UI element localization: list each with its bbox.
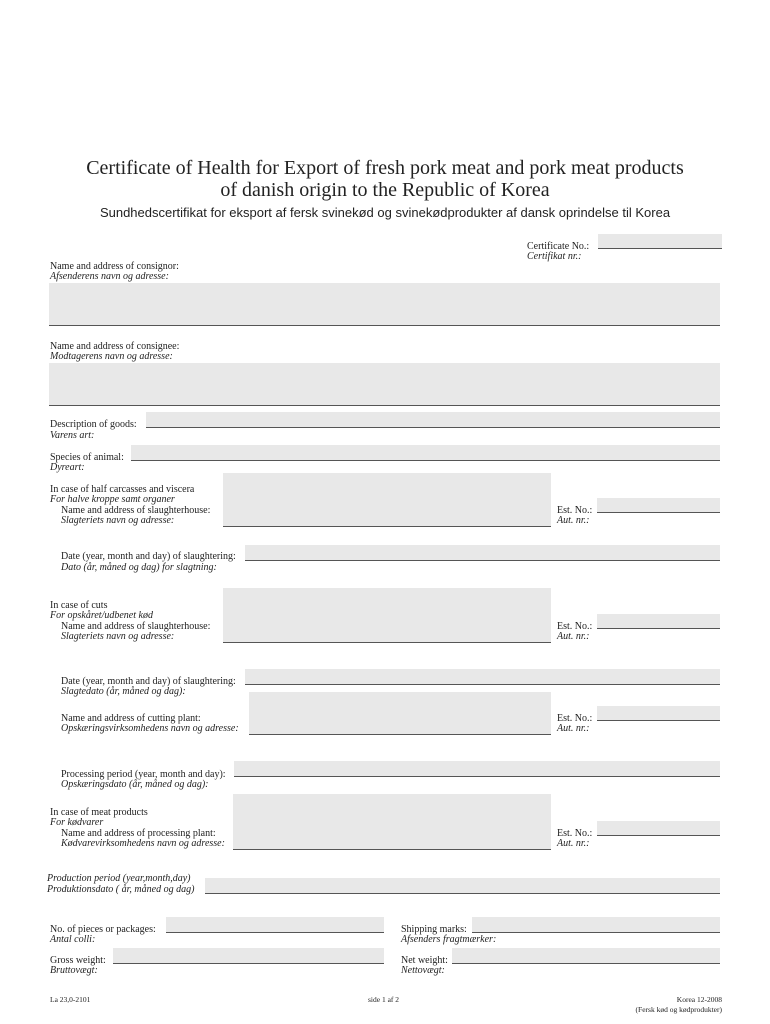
- cuts-slaughterhouse-label: Name and address of slaughterhouse:: [61, 621, 211, 632]
- half-est-no-label: Est. No.:: [557, 505, 593, 516]
- gross-field[interactable]: [113, 948, 384, 964]
- title-line-2: of danish origin to the Republic of Korea: [220, 179, 550, 201]
- cuts-slaughterhouse-label-da: Slagteriets navn og adresse:: [61, 631, 175, 642]
- certificate-no-label-da: Certifikat nr.:: [527, 251, 582, 262]
- goods-field[interactable]: [146, 412, 720, 428]
- cuts-est-no-label: Est. No.:: [557, 621, 593, 632]
- meat-est-no-field[interactable]: [597, 821, 720, 836]
- gross-label: Gross weight:: [50, 955, 106, 966]
- consignee-label: Name and address of consignee:: [50, 341, 180, 352]
- consignee-label-da: Modtagerens navn og adresse:: [50, 351, 173, 362]
- consignee-field[interactable]: [49, 363, 720, 406]
- production-label: Production period (year,month,day): [47, 873, 191, 884]
- production-label-da: Produktionsdato ( år, måned og dag): [47, 884, 195, 895]
- half-date-label: Date (year, month and day) of slaughtering:: [61, 551, 236, 562]
- shipping-field[interactable]: [472, 917, 720, 933]
- pieces-label: No. of pieces or packages:: [50, 924, 156, 935]
- meat-aut-nr-label: Aut. nr.:: [557, 838, 590, 849]
- cuts-date-field[interactable]: [245, 669, 720, 685]
- cutting-aut-nr-label: Aut. nr.:: [557, 723, 590, 734]
- half-carcasses-heading: In case of half carcasses and viscera: [50, 484, 195, 495]
- half-date-field[interactable]: [245, 545, 720, 561]
- cuts-est-no-field[interactable]: [597, 614, 720, 629]
- processing-label-da: Opskæringsdato (år, måned og dag):: [61, 779, 209, 790]
- half-slaughterhouse-label-da: Slagteriets navn og adresse:: [61, 515, 175, 526]
- processing-plant-label: Name and address of processing plant:: [61, 828, 216, 839]
- footer-right-2: (Fersk kød og kødprodukter): [635, 1005, 722, 1014]
- certificate-no-field[interactable]: [598, 234, 722, 249]
- half-aut-nr-label: Aut. nr.:: [557, 515, 590, 526]
- pieces-label-da: Antal colli:: [50, 934, 96, 945]
- half-slaughterhouse-label: Name and address of slaughterhouse:: [61, 505, 211, 516]
- pieces-field[interactable]: [166, 917, 384, 933]
- consignor-label: Name and address of consignor:: [50, 261, 179, 272]
- production-field[interactable]: [205, 878, 720, 894]
- cutting-plant-label: Name and address of cutting plant:: [61, 713, 201, 724]
- shipping-label-da: Afsenders fragtmærker:: [401, 934, 497, 945]
- cuts-heading-da: For opskåret/udbenet kød: [50, 610, 153, 621]
- certificate-no-label: Certificate No.:: [527, 241, 590, 252]
- processing-label: Processing period (year, month and day):: [61, 769, 226, 780]
- goods-label-da: Varens art:: [50, 430, 95, 441]
- net-field[interactable]: [452, 948, 720, 964]
- consignor-field[interactable]: [49, 283, 720, 326]
- cutting-est-no-field[interactable]: [597, 706, 720, 721]
- gross-label-da: Bruttovægt:: [50, 965, 98, 976]
- cuts-heading: In case of cuts: [50, 600, 108, 611]
- net-label: Net weight:: [401, 955, 448, 966]
- cuts-date-label-da: Slagtedato (år, måned og dag):: [61, 686, 186, 697]
- cuts-aut-nr-label: Aut. nr.:: [557, 631, 590, 642]
- cuts-slaughterhouse-field[interactable]: [223, 588, 551, 643]
- half-date-label-da: Dato (år, måned og dag) for slagtning:: [61, 562, 217, 573]
- goods-label: Description of goods:: [50, 419, 137, 430]
- meat-products-heading: In case of meat products: [50, 807, 148, 818]
- species-label-da: Dyreart:: [50, 462, 85, 473]
- cutting-est-no-label: Est. No.:: [557, 713, 593, 724]
- footer-center: side 1 af 2: [368, 995, 400, 1004]
- processing-field[interactable]: [234, 761, 720, 777]
- title-line-1: Certificate of Health for Export of fresh pork meat and pork meat products: [86, 157, 684, 179]
- half-carcasses-heading-da: For halve kroppe samt organer: [50, 494, 175, 505]
- cutting-plant-label-da: Opskæringsvirksomhedens navn og adresse:: [61, 723, 239, 734]
- shipping-label: Shipping marks:: [401, 924, 467, 935]
- processing-plant-field[interactable]: [233, 794, 551, 850]
- cutting-plant-field[interactable]: [249, 692, 551, 735]
- footer-right-1: Korea 12-2008: [676, 995, 722, 1004]
- meat-est-no-label: Est. No.:: [557, 828, 593, 839]
- net-label-da: Nettovægt:: [401, 965, 445, 976]
- processing-plant-label-da: Kødvarevirksomhedens navn og adresse:: [61, 838, 225, 849]
- species-label: Species of animal:: [50, 452, 124, 463]
- cuts-date-label: Date (year, month and day) of slaughtering:: [61, 676, 236, 687]
- half-est-no-field[interactable]: [597, 498, 720, 513]
- half-slaughterhouse-field[interactable]: [223, 473, 551, 527]
- meat-products-heading-da: For kødvarer: [50, 817, 104, 828]
- species-field[interactable]: [131, 445, 720, 461]
- subtitle: Sundhedscertifikat for eksport af fersk svinekød og svinekødprodukter af dansk oprindelse til Korea: [99, 205, 671, 220]
- footer-left: La 23,0-2101: [50, 995, 91, 1004]
- consignor-label-da: Afsenderens navn og adresse:: [50, 271, 169, 282]
